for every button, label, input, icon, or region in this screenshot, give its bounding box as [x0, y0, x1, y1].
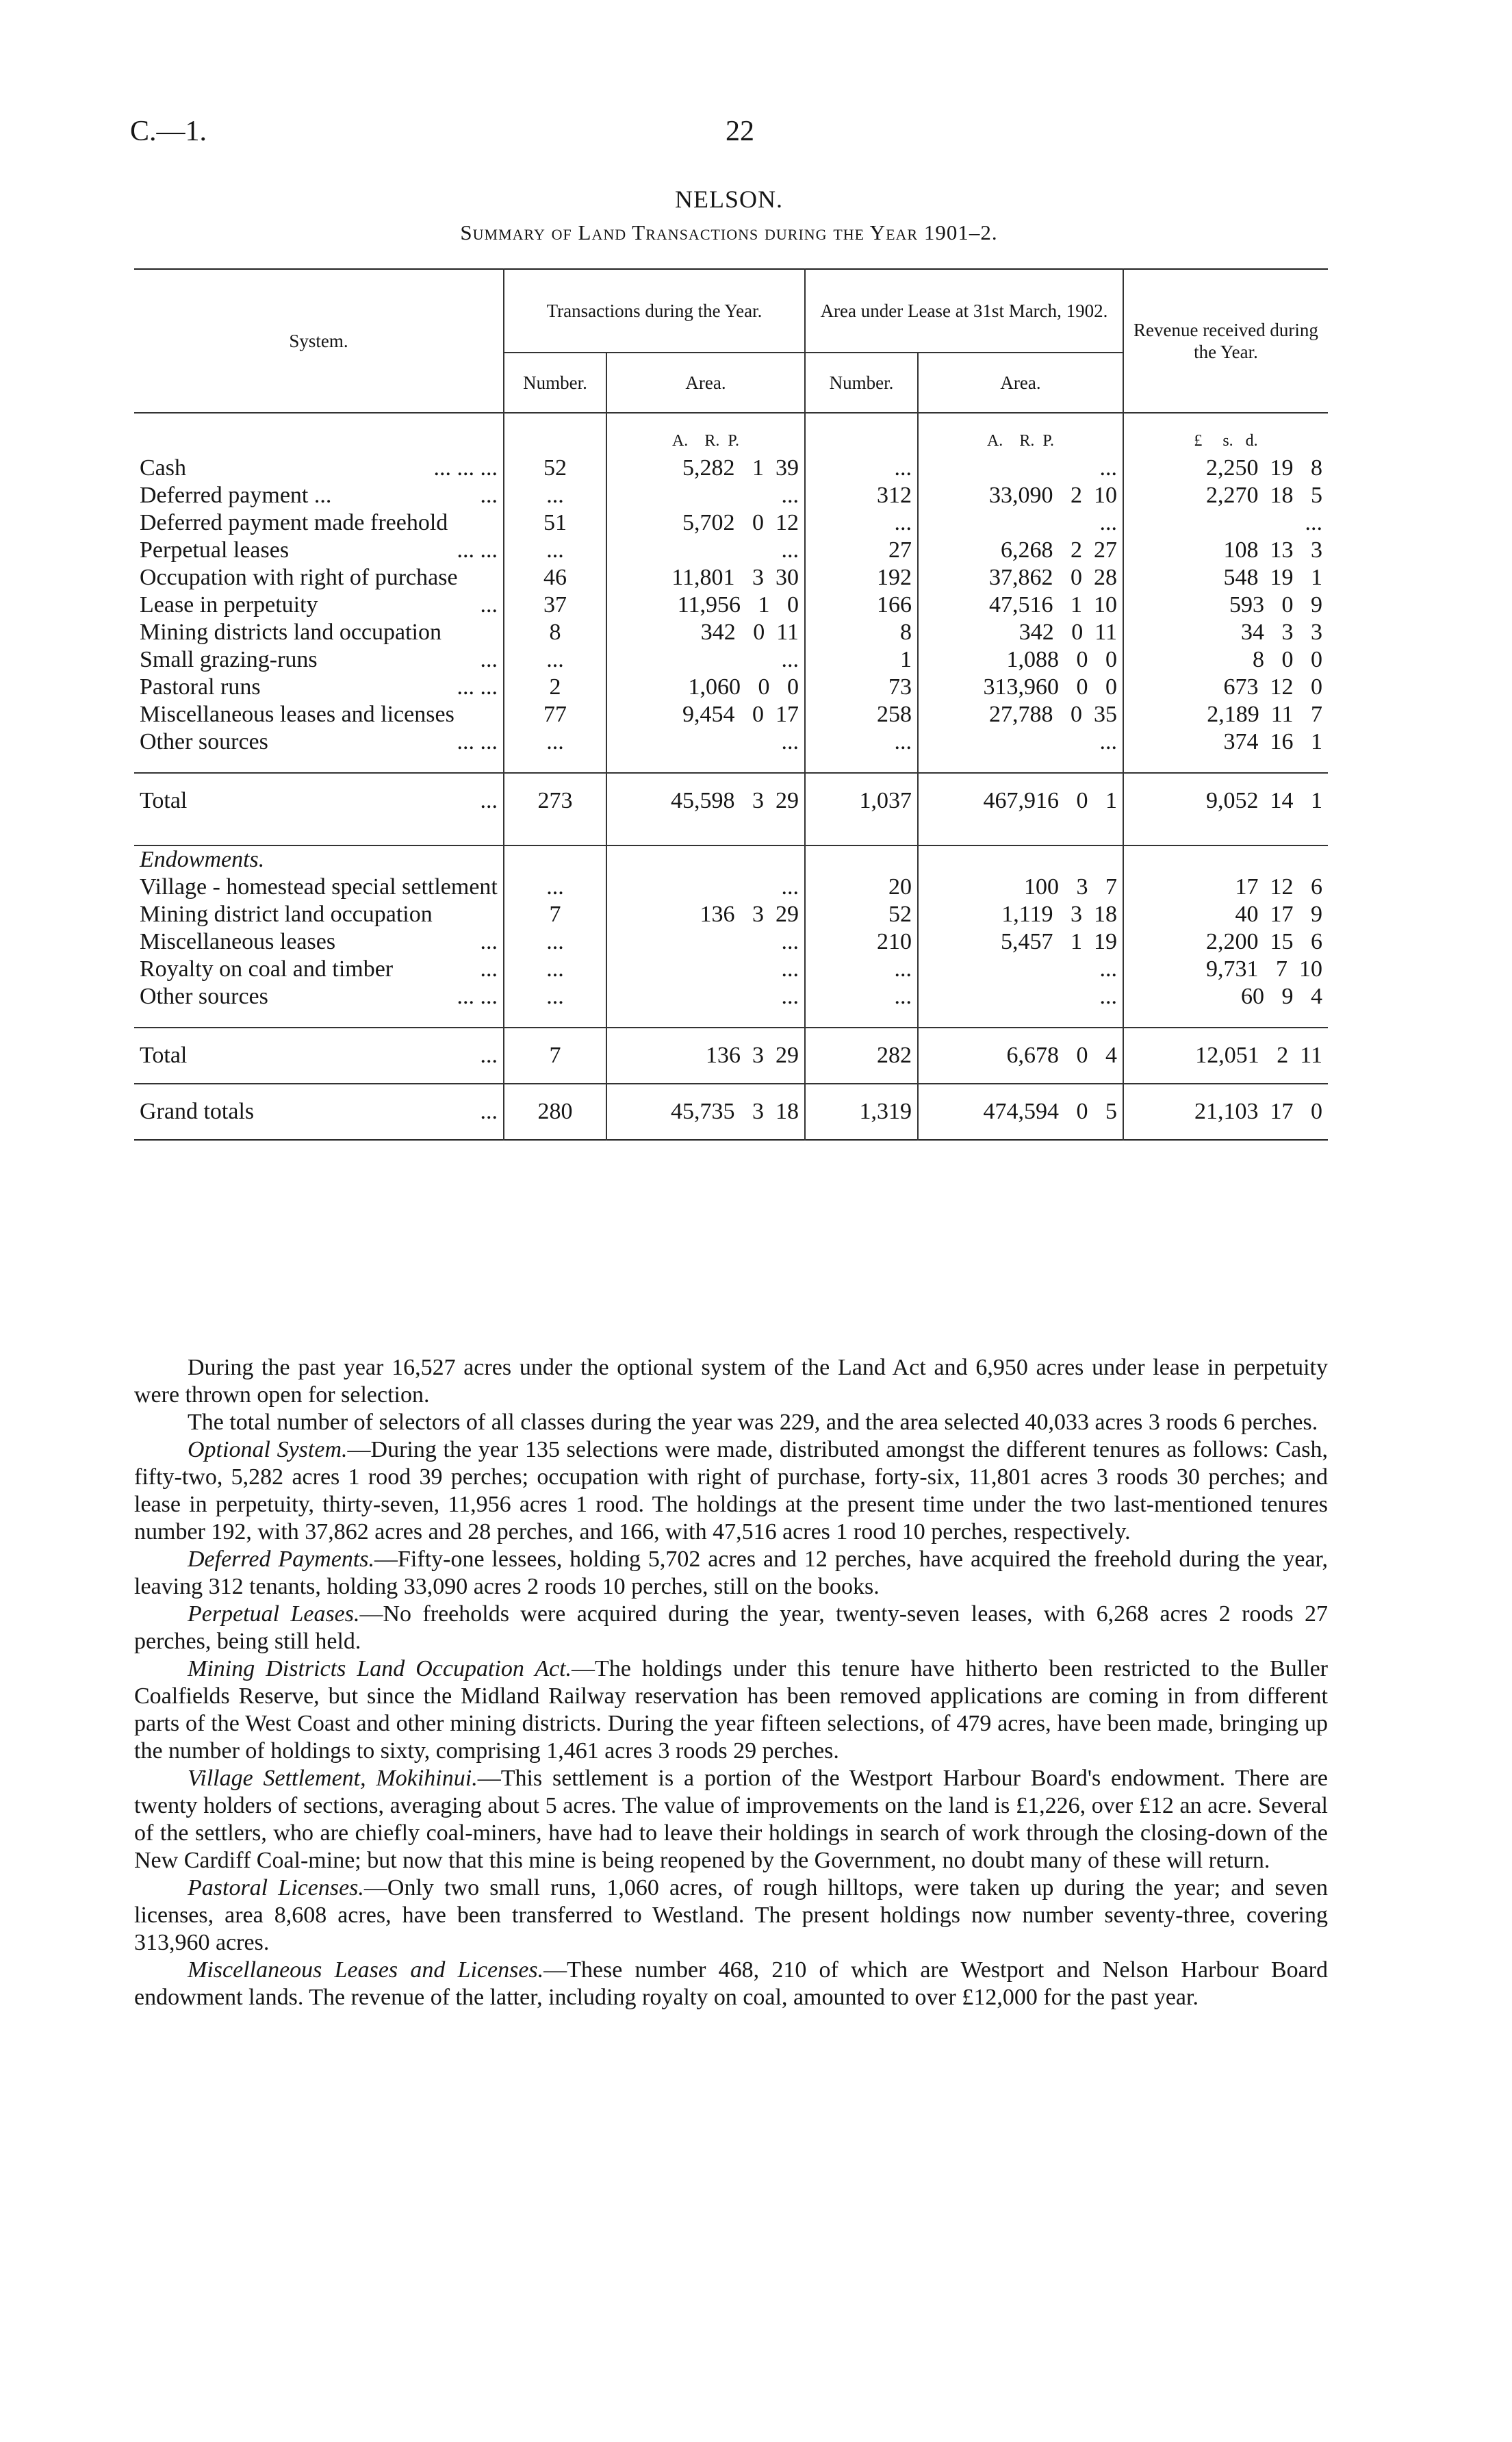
spacer-cell: [918, 756, 1123, 773]
revenue: 34 3 3: [1123, 619, 1328, 646]
transactions-number: ...: [504, 646, 606, 674]
paragraph: The total number of selectors of all classes during the year was 229, and the area selected 40,033 acres 3 roods 6 perches.: [188, 1410, 1318, 1435]
table-row: [134, 509, 1328, 537]
leader-dots: ... ...: [457, 729, 498, 754]
page-header: [130, 115, 1328, 156]
lease-number: ...: [805, 509, 918, 537]
table-subtitle: Summary of Land Transactions during the Year 1901–2.: [460, 220, 998, 244]
paragraph: During the past year 16,527 acres under the optional system of the Land Act and 6,950 acres under lease in perpetuity were thrown open for selection.: [134, 1355, 1328, 1408]
transactions-area: 11,956 1 0: [606, 592, 805, 619]
system-label: Other sources: [140, 984, 268, 1009]
leader-dots: ...: [480, 929, 498, 954]
spacer-cell: [918, 828, 1123, 845]
transactions-number: 2: [504, 674, 606, 701]
system-cell: [134, 537, 504, 564]
revenue: 9,052 14 1: [1123, 773, 1328, 828]
system-label: Lease in perpetuity: [140, 592, 318, 618]
empty-cell: [606, 845, 805, 874]
transactions-area: 45,598 3 29: [606, 773, 805, 828]
lease-area: 1,088 0 0: [918, 646, 1123, 674]
spacer-cell: [1123, 1010, 1328, 1028]
transactions-number: 37: [504, 592, 606, 619]
lease-number: 282: [805, 1028, 918, 1084]
lease-number: ...: [805, 956, 918, 983]
system-label: Village - homestead special settlement: [140, 874, 498, 900]
lease-area-units: A. R. P.: [918, 413, 1123, 455]
header-transactions-area: Area.: [606, 353, 805, 413]
transactions-area: 11,801 3 30: [606, 564, 805, 592]
table-row: [134, 983, 1328, 1010]
lease-number: 73: [805, 674, 918, 701]
table-row: [134, 564, 1328, 592]
lease-number: 258: [805, 701, 918, 728]
grand-total-row: [134, 1084, 1328, 1140]
lease-number: 27: [805, 537, 918, 564]
transactions-number: ...: [504, 537, 606, 564]
spacer-row: [134, 828, 1328, 845]
leader-dots: ... ...: [457, 537, 498, 563]
spacer-cell: [134, 756, 504, 773]
system-cell: [134, 1084, 504, 1140]
revenue: 21,103 17 0: [1123, 1084, 1328, 1140]
system-label: Small grazing-runs: [140, 647, 318, 672]
lease-area: ...: [918, 509, 1123, 537]
transactions-area: ...: [606, 928, 805, 956]
section-code: C.—1.: [130, 116, 207, 147]
table-row: [134, 956, 1328, 983]
system-label: Total: [140, 788, 188, 813]
spacer-cell: [805, 756, 918, 773]
table-row: [134, 646, 1328, 674]
system-label: Perpetual leases: [140, 537, 290, 563]
spacer-cell: [805, 1010, 918, 1028]
transactions-number: ...: [504, 956, 606, 983]
lease-area: 27,788 0 35: [918, 701, 1123, 728]
spacer-cell: [1123, 828, 1328, 845]
lease-number: 8: [805, 619, 918, 646]
endowments-heading: Endowments.: [140, 847, 265, 872]
system-cell: [134, 619, 504, 646]
lease-number: 1,319: [805, 1084, 918, 1140]
system-cell: [134, 728, 504, 756]
revenue: 2,189 11 7: [1123, 701, 1328, 728]
system-cell: [134, 646, 504, 674]
lease-area: ...: [918, 956, 1123, 983]
system-cell: [134, 701, 504, 728]
transactions-number: ...: [504, 482, 606, 509]
header-area-under-lease: Area under Lease at 31st March, 1902.: [805, 269, 1123, 353]
spacer-cell: [504, 828, 606, 845]
table-row: [134, 728, 1328, 756]
transactions-area-units: A. R. P.: [606, 413, 805, 455]
paragraph: Deferred Payments.—Fifty-one lessees, holding 5,702 acres and 12 perches, have acquired the freehold during the year, leaving 312 tenants, holding 33,090 acres 2 roods 10 perches, still on the books.: [134, 1547, 1328, 1599]
spacer-cell: [918, 1010, 1123, 1028]
system-cell: [134, 674, 504, 701]
units-row: [134, 413, 1328, 455]
system-label: Deferred payment made freehold: [140, 510, 448, 535]
spacer-cell: [504, 1010, 606, 1028]
system-cell: [134, 773, 504, 828]
transactions-number: ...: [504, 728, 606, 756]
lease-number: 192: [805, 564, 918, 592]
system-cell: [134, 983, 504, 1010]
table-row: [134, 592, 1328, 619]
transactions-number: 273: [504, 773, 606, 828]
empty-cell: [805, 845, 918, 874]
table-row: [134, 674, 1328, 701]
system-label: Deferred payment ...: [140, 483, 332, 508]
lease-number: ...: [805, 983, 918, 1010]
header-revenue: Revenue received during the Year.: [1123, 269, 1328, 413]
system-label: Miscellaneous leases and licenses: [140, 702, 454, 727]
paragraph: Village Settlement, Mokihinui.—This settlement is a portion of the Westport Harbour Board's endowment. There are twenty holders of sections, averaging about 5 acres. The value of improvements on the land is £1,226, over £12 an acre. Several of the settlers, who are chiefly coal-miners, have had to leave their holdings in search of work through the closing-down of the New Cardiff Coal-mine; but now that this mine is being reopened by the Government, no doubt many of these will return.: [134, 1766, 1328, 1873]
transactions-number: ...: [504, 874, 606, 901]
revenue: ...: [1123, 509, 1328, 537]
header-lease-number: Number.: [805, 353, 918, 413]
lease-area: 37,862 0 28: [918, 564, 1123, 592]
header-system: System.: [134, 269, 504, 413]
system-cell: [134, 455, 504, 482]
system-cell: [134, 482, 504, 509]
table-row: [134, 482, 1328, 509]
lease-number: ...: [805, 455, 918, 482]
transactions-area: 9,454 0 17: [606, 701, 805, 728]
empty-cell: [1123, 845, 1328, 874]
revenue: 2,200 15 6: [1123, 928, 1328, 956]
lease-area: 474,594 0 5: [918, 1084, 1123, 1140]
spacer-cell: [134, 828, 504, 845]
transactions-area: 5,702 0 12: [606, 509, 805, 537]
revenue: 593 0 9: [1123, 592, 1328, 619]
endowment-total-row: [134, 1028, 1328, 1084]
transactions-number: 51: [504, 509, 606, 537]
transactions-area: ...: [606, 956, 805, 983]
system-label: Mining districts land occupation: [140, 620, 441, 645]
lease-area: ...: [918, 728, 1123, 756]
header-transactions: Transactions during the Year.: [504, 269, 805, 353]
leader-dots: ...: [480, 1099, 498, 1124]
table-row: [134, 874, 1328, 901]
revenue: 60 9 4: [1123, 983, 1328, 1010]
lease-area: 33,090 2 10: [918, 482, 1123, 509]
system-cell: [134, 564, 504, 592]
transactions-number: 8: [504, 619, 606, 646]
transactions-number: 280: [504, 1084, 606, 1140]
system-cell: [134, 1028, 504, 1084]
system-label: Mining district land occupation: [140, 902, 433, 927]
lease-area: 313,960 0 0: [918, 674, 1123, 701]
revenue: 108 13 3: [1123, 537, 1328, 564]
revenue: 8 0 0: [1123, 646, 1328, 674]
spacer-cell: [606, 756, 805, 773]
endowments-heading-row: [134, 845, 1328, 874]
system-label: Grand totals: [140, 1099, 255, 1124]
transactions-area: ...: [606, 983, 805, 1010]
transactions-area: ...: [606, 537, 805, 564]
system-label: Miscellaneous leases: [140, 929, 336, 954]
system-cell: [134, 592, 504, 619]
lease-area: 47,516 1 10: [918, 592, 1123, 619]
revenue-units: £ s. d.: [1123, 413, 1328, 455]
transactions-area: 136 3 29: [606, 901, 805, 928]
system-label: Occupation with right of purchase: [140, 565, 458, 590]
transactions-number: ...: [504, 983, 606, 1010]
leader-dots: ...: [480, 788, 498, 813]
leader-dots: ... ... ...: [433, 455, 498, 481]
leader-dots: ...: [480, 483, 498, 508]
revenue: 17 12 6: [1123, 874, 1328, 901]
table-row: [134, 701, 1328, 728]
lease-number: 210: [805, 928, 918, 956]
transactions-area: ...: [606, 482, 805, 509]
empty-cell: [918, 845, 1123, 874]
transactions-area: 342 0 11: [606, 619, 805, 646]
lease-area: 6,268 2 27: [918, 537, 1123, 564]
system-cell: [134, 509, 504, 537]
transactions-number: 77: [504, 701, 606, 728]
revenue: 40 17 9: [1123, 901, 1328, 928]
header-transactions-number: Number.: [504, 353, 606, 413]
table-body: [134, 413, 1328, 1140]
lease-number: 1: [805, 646, 918, 674]
table-row: [134, 537, 1328, 564]
leader-dots: ... ...: [457, 674, 498, 700]
revenue: 2,270 18 5: [1123, 482, 1328, 509]
leader-dots: ...: [480, 956, 498, 982]
spacer-cell: [606, 1010, 805, 1028]
lease-area: 5,457 1 19: [918, 928, 1123, 956]
leader-dots: ...: [480, 1043, 498, 1068]
transactions-area: ...: [606, 646, 805, 674]
transactions-area: 1,060 0 0: [606, 674, 805, 701]
transactions-area: 5,282 1 39: [606, 455, 805, 482]
system-label: Total: [140, 1043, 188, 1068]
transactions-area: ...: [606, 728, 805, 756]
paragraph: Perpetual Leases.—No freeholds were acquired during the year, twenty-seven leases, with 6,268 acres 2 roods 27 perches, being still held.: [134, 1601, 1328, 1654]
table-row: [134, 455, 1328, 482]
spacer-cell: [805, 828, 918, 845]
system-label: Pastoral runs: [140, 674, 261, 700]
spacer-cell: [504, 756, 606, 773]
header-lease-area: Area.: [918, 353, 1123, 413]
table-row: [134, 928, 1328, 956]
lease-number: 20: [805, 874, 918, 901]
system-label: Cash: [140, 455, 186, 481]
lease-number: ...: [805, 728, 918, 756]
spacer-row: [134, 756, 1328, 773]
title-block: [130, 185, 1328, 245]
revenue: 548 19 1: [1123, 564, 1328, 592]
lease-area: 100 3 7: [918, 874, 1123, 901]
paragraph: Mining Districts Land Occupation Act.—The holdings under this tenure have hitherto been restricted to the Buller Coalfields Reserve, but since the Midland Railway reservation has been removed applications are coming in from different parts of the West Coast and other mining districts. During the year fifteen selections, of 479 acres, have been made, bringing up the number of holdings to sixty, comprising 1,461 acres 3 roods 29 perches.: [134, 1656, 1328, 1764]
leader-dots: ... ...: [457, 984, 498, 1009]
revenue: 2,250 19 8: [1123, 455, 1328, 482]
paragraph: Miscellaneous Leases and Licenses.—These number 468, 210 of which are Westport and Nelson Harbour Board endowment lands. The revenue of the latter, including royalty on coal, amounted to over £12,000 for the past year.: [134, 1957, 1328, 2010]
transactions-area: ...: [606, 874, 805, 901]
spacer-cell: [1123, 756, 1328, 773]
revenue: 9,731 7 10: [1123, 956, 1328, 983]
page-number: 22: [726, 116, 754, 147]
report-text: [134, 1354, 1328, 2011]
empty-cell: [504, 845, 606, 874]
transactions-area: 45,735 3 18: [606, 1084, 805, 1140]
lease-area: 1,119 3 18: [918, 901, 1123, 928]
system-label: Royalty on coal and timber: [140, 956, 394, 982]
system-cell: [134, 874, 504, 901]
system-cell: [134, 928, 504, 956]
lease-area: 467,916 0 1: [918, 773, 1123, 828]
lease-number: 312: [805, 482, 918, 509]
transactions-area: 136 3 29: [606, 1028, 805, 1084]
total-row: [134, 773, 1328, 828]
transactions-number: 7: [504, 1028, 606, 1084]
lease-area: ...: [918, 983, 1123, 1010]
transactions-number: 52: [504, 455, 606, 482]
lease-number: 1,037: [805, 773, 918, 828]
revenue: 374 16 1: [1123, 728, 1328, 756]
transactions-number: 7: [504, 901, 606, 928]
lease-area: ...: [918, 455, 1123, 482]
lease-number: 166: [805, 592, 918, 619]
transactions-number: 46: [504, 564, 606, 592]
paragraph: Optional System.—During the year 135 selections were made, distributed amongst the different tenures as follows: Cash, fifty-two, 5,282 acres 1 rood 39 perches; occupation with right of purchase, forty-six, 11,801 acres 3 roods 30 perches; and lease in perpetuity, thirty-seven, 11,956 acres 1 rood. The holdings at the present time under the two last-mentioned tenures number 192, with 37,862 acres and 28 perches, and 166, with 47,516 acres 1 rood 10 perches, respectively.: [134, 1437, 1328, 1544]
region-title: NELSON.: [675, 186, 783, 213]
revenue: 673 12 0: [1123, 674, 1328, 701]
spacer-cell: [134, 1010, 504, 1028]
lease-number: 52: [805, 901, 918, 928]
system-cell: [134, 901, 504, 928]
paragraph: Pastoral Licenses.—Only two small runs, 1,060 acres, of rough hilltops, were taken up during the year; and seven licenses, area 8,608 acres, have been transferred to Westland. The present holdings now number seventy-three, covering 313,960 acres.: [134, 1875, 1328, 1955]
leader-dots: ...: [480, 592, 498, 618]
system-cell: [134, 956, 504, 983]
table-row: [134, 901, 1328, 928]
land-transactions-table: [134, 268, 1328, 1141]
leader-dots: ...: [480, 647, 498, 672]
spacer-cell: [606, 828, 805, 845]
spacer-row: [134, 1010, 1328, 1028]
lease-area: 342 0 11: [918, 619, 1123, 646]
transactions-number: ...: [504, 928, 606, 956]
lease-area: 6,678 0 4: [918, 1028, 1123, 1084]
table-row: [134, 619, 1328, 646]
system-label: Other sources: [140, 729, 268, 754]
revenue: 12,051 2 11: [1123, 1028, 1328, 1084]
